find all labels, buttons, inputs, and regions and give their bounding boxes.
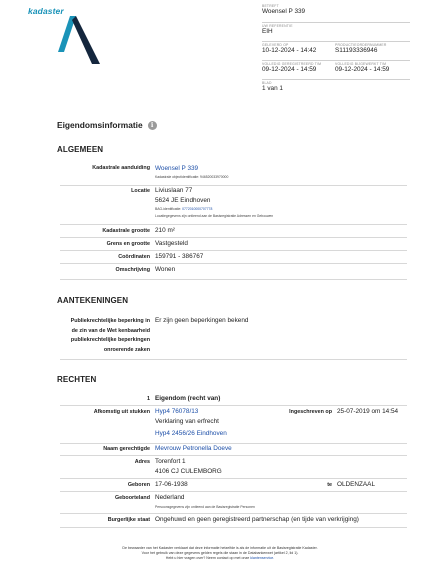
geboren-value: 17-06-1938 (155, 481, 188, 488)
row-geboorteland (60, 492, 407, 514)
row-kadastrale-aanduiding (60, 164, 407, 186)
afkomstig-toelichting: Verklaring van erfrecht (155, 418, 219, 425)
meta-productnummer-label: PRODUCTIEORDERNUMMER (335, 43, 387, 47)
geboorteland-label: Geboorteland (114, 495, 150, 501)
section-aantekeningen-heading: AANTEKENINGEN (57, 296, 129, 305)
row-publiekrechtelijke-beperking (60, 315, 407, 360)
kadastrale-objectidentificatie: Kadastrale objectidentificatie: 946520033970000 (155, 175, 229, 179)
geboorteland-value: Nederland (155, 494, 185, 501)
section-rechten-heading: RECHTEN (57, 375, 97, 384)
recht-titel: Eigendom (recht van) (155, 395, 221, 402)
adres-label: Adres (134, 459, 150, 465)
footer-contact-text: Hebt u hier vragen over? Neem contact op met onze (165, 556, 250, 561)
locatie-straat: Liviuslaan 77 (155, 187, 193, 194)
grens-value: Vastgesteld (155, 240, 188, 247)
ingeschreven-value: 25-07-2019 om 14:54 (337, 408, 399, 415)
page-title (57, 120, 157, 130)
meta-betreft-value: Woensel P 339 (262, 8, 306, 15)
meta-blad-value: 1 van 1 (262, 85, 283, 92)
meta-geleverd-value: 10-12-2024 - 14:42 (262, 47, 317, 54)
publiekrechtelijke-beperking-label (60, 317, 150, 355)
meta-bijgewerkt-label: VOLLEDIG BIJGEWERKT T/M (335, 62, 387, 66)
footer-regels: Voor het gebruik van deze gegevens gelden regels die staan in de Databankenwet (artikel 2, lid 1). (141, 551, 299, 556)
recht-nummer: 1 (147, 396, 150, 402)
row-omschrijving (60, 264, 407, 280)
geboorteplaats-value: OLDENZAAL (337, 481, 376, 488)
bag-identificatie-link[interactable]: 0772010000707778 (182, 207, 213, 211)
kadaster-logo (28, 6, 108, 64)
meta-blad-label: BLAD (262, 81, 272, 85)
page-title-text: Eigendomsinformatie (57, 120, 143, 130)
geboren-te-label: te (327, 482, 332, 488)
beperking-label-line: Publiekrechtelijke beperking in (70, 318, 150, 324)
afkomstig-label: Afkomstig uit stukken (93, 409, 150, 415)
meta-referentie-value: EIH (262, 28, 273, 35)
omschrijving-value: Wonen (155, 266, 176, 273)
beperking-label-line: onroerende zaken (103, 346, 150, 353)
omschrijving-label: Omschrijving (115, 267, 150, 273)
beperking-label-line: de zin van de Wet kenbaarheid (71, 327, 150, 334)
meta-productnummer-value: S11193336946 (335, 47, 378, 54)
row-recht-titel (60, 394, 407, 406)
meta-betreft-label: BETREFT (262, 4, 279, 8)
burgerlijke-staat-value: Ongehuwd en geen geregistreerd partnerschap (en tijde van verkrijging) (155, 516, 359, 523)
row-burgerlijke-staat (60, 514, 407, 528)
kadastrale-aanduiding-link[interactable]: Woensel P 339 (155, 165, 199, 172)
row-coordinaten (60, 251, 407, 264)
locatie-bronvermelding: Locatiegegevens zijn ontleend aan de Basisregistratie Adressen en Gebouwen (155, 214, 274, 218)
burgerlijke-staat-label: Burgerlijke staat (107, 517, 150, 523)
coordinaten-label: Coördinaten (118, 254, 150, 260)
footer-contact (60, 556, 380, 561)
logo-text: kadaster (28, 6, 64, 16)
footer (60, 546, 380, 562)
kadastrale-aanduiding-label: Kadastrale aanduiding (92, 165, 150, 171)
row-geboren (60, 479, 407, 492)
row-kadastrale-grootte (60, 225, 407, 238)
locatie-plaats: 5624 JE Eindhoven (155, 197, 211, 204)
bag-identificatie (155, 207, 212, 212)
row-adres (60, 456, 407, 479)
info-icon[interactable]: i (148, 121, 157, 130)
footer-verklaring: De bewaarder van het Kadaster verklaart dat deze informatie hetzelfde is als de informatie uit de Basisregistratie Kadaster. (122, 546, 318, 550)
adres-straat: Torenfort 1 (155, 458, 186, 465)
persoonsgegevens-bron: Persoonsgegevens zijn ontleend aan de Basisregistratie Personen (155, 505, 255, 509)
kadastrale-grootte-value: 210 m² (155, 227, 175, 234)
afkomstig-stuk-link-2[interactable]: Hyp4 2456/26 Eindhoven (155, 430, 227, 437)
afkomstig-stuk-link[interactable]: Hyp4 76078/13 (155, 408, 199, 415)
klantenservice-link[interactable]: klantenservice. (250, 556, 275, 561)
grens-label: Grens en grootte (106, 241, 150, 247)
adres-plaats: 4106 CJ CULEMBORG (155, 468, 222, 475)
kadastrale-grootte-label: Kadastrale grootte (102, 228, 150, 234)
section-algemeen-heading: ALGEMEEN (57, 145, 104, 154)
row-afkomstig-uit-stukken (60, 406, 407, 444)
beperking-label-line: publiekrechtelijke beperkingen (70, 337, 150, 343)
publiekrechtelijke-beperking-value: Er zijn geen beperkingen bekend (155, 317, 249, 324)
ingeschreven-label: Ingeschreven op (289, 409, 332, 415)
row-naam-gerechtigde (60, 444, 407, 456)
meta-geleverd-label: GELEVERD OP (262, 43, 289, 47)
meta-volledig-label: VOLLEDIG GEREGISTREERD T/M (262, 62, 322, 66)
row-grens-en-grootte (60, 238, 407, 251)
bag-identificatie-label: BAG-identificatie: (155, 207, 182, 211)
row-locatie (60, 186, 407, 225)
locatie-label: Locatie (131, 188, 150, 194)
coordinaten-value: 159791 - 386767 (155, 253, 204, 260)
meta-bijgewerkt-value: 09-12-2024 - 14:59 (335, 66, 390, 73)
naam-gerechtigde-link[interactable]: Mevrouw Petronella Doeve (155, 445, 232, 452)
meta-volledig-value: 09-12-2024 - 14:59 (262, 66, 317, 73)
logo-mark-icon (28, 6, 108, 64)
naam-gerechtigde-label: Naam gerechtigde (103, 446, 150, 452)
geboren-label: Geboren (127, 482, 150, 488)
meta-referentie-label: UW REFERENTIE (262, 24, 293, 28)
